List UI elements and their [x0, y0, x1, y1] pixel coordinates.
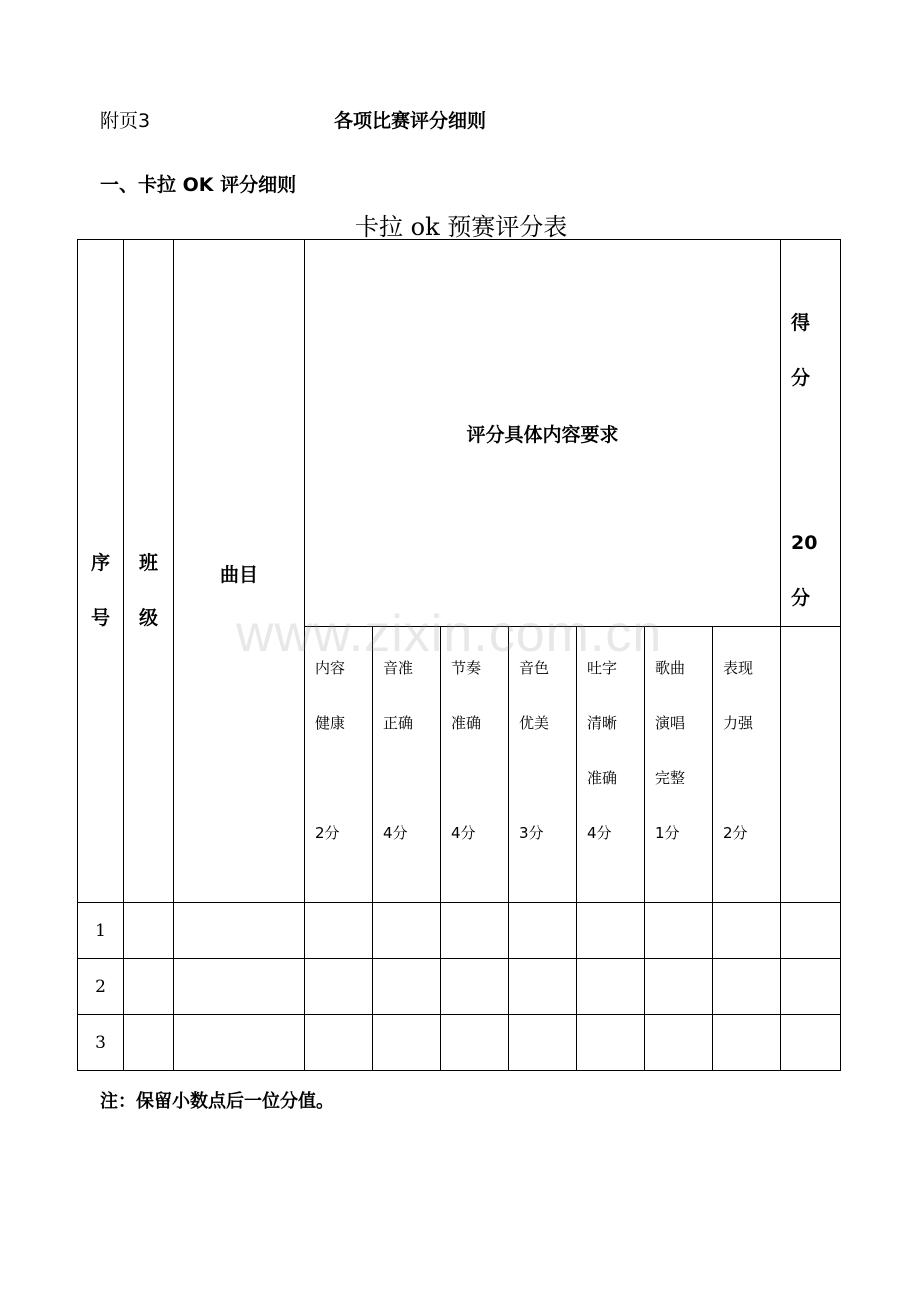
criterion-timbre: 音色 优美 3分 — [509, 627, 577, 903]
criterion-rhythm: 节奏 准确 4分 — [441, 627, 509, 903]
song-cell[interactable] — [174, 903, 305, 959]
table-title: 卡拉 ok 预赛评分表 — [355, 213, 568, 241]
score-cell[interactable] — [373, 903, 441, 959]
row-number: 2 — [78, 959, 124, 1015]
total-cell[interactable] — [781, 1015, 841, 1071]
song-cell[interactable] — [174, 1015, 305, 1071]
class-header: 班 级 — [124, 240, 174, 903]
criterion-content: 内容 健康 2分 — [305, 627, 373, 903]
criterion-diction: 吐字 清晰 准确 4分 — [577, 627, 645, 903]
score-header: 得 分 20 分 — [781, 240, 841, 627]
score-cell[interactable] — [509, 903, 577, 959]
score-cell[interactable] — [441, 959, 509, 1015]
score-cell[interactable] — [305, 1015, 373, 1071]
score-cell[interactable] — [577, 903, 645, 959]
watermark: www.zixin.com.cn — [236, 605, 663, 663]
score-cell-header-blank — [781, 627, 841, 903]
requirements-header: 评分具体内容要求 — [305, 240, 781, 627]
index-header: 序 号 — [78, 240, 124, 903]
score-cell[interactable] — [441, 903, 509, 959]
song-header: 曲目 — [174, 240, 305, 903]
row-number: 3 — [78, 1015, 124, 1071]
table-row — [78, 1015, 841, 1071]
table-row — [78, 959, 841, 1015]
score-cell[interactable] — [645, 1015, 713, 1071]
score-cell[interactable] — [305, 959, 373, 1015]
row-number: 1 — [78, 903, 124, 959]
total-cell[interactable] — [781, 959, 841, 1015]
score-cell[interactable] — [577, 959, 645, 1015]
score-cell[interactable] — [713, 903, 781, 959]
class-cell[interactable] — [124, 959, 174, 1015]
total-cell[interactable] — [781, 903, 841, 959]
score-cell[interactable] — [373, 1015, 441, 1071]
class-cell[interactable] — [124, 1015, 174, 1071]
criterion-pitch: 音准 正确 4分 — [373, 627, 441, 903]
document-title: 各项比赛评分细则 — [334, 110, 487, 132]
score-cell[interactable] — [645, 959, 713, 1015]
score-cell[interactable] — [373, 959, 441, 1015]
score-cell[interactable] — [441, 1015, 509, 1071]
class-cell[interactable] — [124, 903, 174, 959]
footnote: 注：保留小数点后一位分值。 — [100, 1091, 334, 1112]
score-cell[interactable] — [577, 1015, 645, 1071]
score-cell[interactable] — [305, 903, 373, 959]
score-cell[interactable] — [713, 959, 781, 1015]
section-heading: 一、卡拉 OK 评分细则 — [100, 174, 297, 196]
appendix-label: 附页3 — [100, 110, 151, 132]
criterion-expressiveness: 表现 力强 2分 — [713, 627, 781, 903]
criterion-completeness: 歌曲 演唱 完整 1分 — [645, 627, 713, 903]
score-cell[interactable] — [509, 959, 577, 1015]
score-cell[interactable] — [713, 1015, 781, 1071]
table-row — [78, 903, 841, 959]
score-cell[interactable] — [645, 903, 713, 959]
song-cell[interactable] — [174, 959, 305, 1015]
score-cell[interactable] — [509, 1015, 577, 1071]
